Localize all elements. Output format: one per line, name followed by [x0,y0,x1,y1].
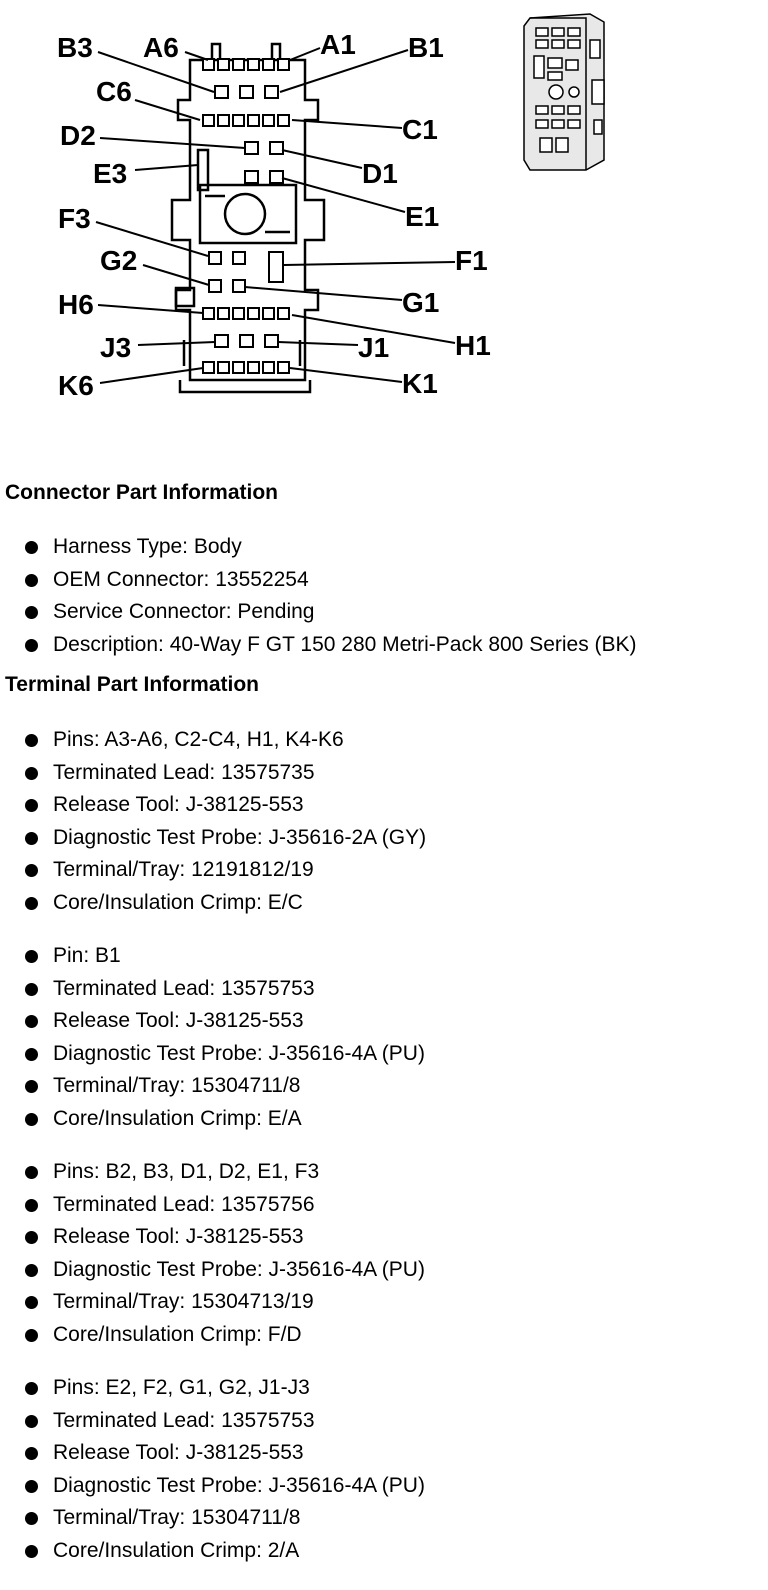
bullet-icon [25,1447,38,1460]
bullet-icon [25,1382,38,1395]
pin-label-d2: D2 [60,120,96,151]
pin-label-j3: J3 [100,332,132,363]
bullet-icon [25,950,38,963]
terminal-group-2 [0,940,425,1135]
pin-label-h1: H1 [455,330,491,361]
bullet-icon [25,1113,38,1126]
pin-label-d1: D1 [362,158,398,189]
list-item: Release Tool: J-38125-553 [0,789,426,822]
bullet-icon [25,983,38,996]
list-item: Diagnostic Test Probe: J-35616-4A (PU) [0,1038,425,1071]
pin-label-h6: H6 [58,289,94,320]
list-item: Diagnostic Test Probe: J-35616-2A (GY) [0,822,426,855]
bullet-icon [25,734,38,747]
terminal-group-3 [0,1156,425,1351]
list-item: OEM Connector: 13552254 [0,564,637,597]
list-item: Description: 40-Way F GT 150 280 Metri-Pack 800 Series (BK) [0,629,637,662]
terminal-group-4 [0,1372,425,1567]
list-item: Terminal/Tray: 15304711/8 [0,1502,425,1535]
bullet-icon [25,541,38,554]
pin-label-j1: J1 [358,332,390,363]
bullet-icon [25,1166,38,1179]
bullet-icon [25,767,38,780]
bullet-icon [25,1015,38,1028]
list-item: Terminated Lead: 13575753 [0,973,425,1006]
list-item: Release Tool: J-38125-553 [0,1221,425,1254]
list-item: Core/Insulation Crimp: E/A [0,1103,425,1136]
bullet-icon [25,1048,38,1061]
cavity-row-e [245,171,283,183]
bullet-icon [25,1480,38,1493]
list-item: Terminal/Tray: 15304713/19 [0,1286,425,1319]
bullet-icon [25,1329,38,1342]
list-item: Diagnostic Test Probe: J-35616-4A (PU) [0,1470,425,1503]
cavity-row-k [203,362,289,373]
pin-label-a1: A1 [320,29,356,60]
pin-label-c6: C6 [96,76,132,107]
cavity-row-j [215,335,278,347]
cavity-row-g [209,280,245,292]
bullet-icon [25,574,38,587]
pin-label-f3: F3 [58,203,91,234]
bullet-icon [25,1264,38,1277]
cavity-row-c [203,115,289,126]
cavity-row-d [245,142,283,154]
pin-label-b1: B1 [408,32,444,63]
list-item: Terminated Lead: 13575756 [0,1189,425,1222]
bullet-icon [25,639,38,652]
list-item: Pins: A3-A6, C2-C4, H1, K4-K6 [0,724,426,757]
bullet-icon [25,864,38,877]
pin-label-e1: E1 [405,201,440,232]
bullet-icon [25,1080,38,1093]
bullet-icon [25,606,38,619]
list-item: Pins: B2, B3, D1, D2, E1, F3 [0,1156,425,1189]
bullet-icon [25,1199,38,1212]
bullet-icon [25,1231,38,1244]
connector-part-info-heading: Connector Part Information [5,481,279,504]
list-item: Terminal/Tray: 15304711/8 [0,1070,425,1103]
pin-label-k6: K6 [58,370,94,401]
list-item: Terminated Lead: 13575735 [0,757,426,790]
terminal-part-info-heading: Terminal Part Information [5,673,259,696]
terminal-group-1 [0,724,426,919]
pin-label-k1: K1 [402,368,438,399]
pin-label-g2: G2 [100,245,138,276]
list-item: Core/Insulation Crimp: 2/A [0,1535,425,1568]
list-item: Terminal/Tray: 12191812/19 [0,854,426,887]
pin-label-b3: B3 [57,32,93,63]
list-item: Release Tool: J-38125-553 [0,1005,425,1038]
list-item: Service Connector: Pending [0,596,637,629]
pin-label-a6: A6 [143,32,179,63]
list-item: Release Tool: J-38125-553 [0,1437,425,1470]
connector-3d-thumbnail [524,14,604,170]
list-item: Harness Type: Body [0,531,637,564]
connector-info-list [0,531,637,661]
bullet-icon [25,1512,38,1525]
bullet-icon [25,832,38,845]
pin-label-c1: C1 [402,114,438,145]
bullet-icon [25,1296,38,1309]
pin-label-g1: G1 [402,287,440,318]
cavity-row-b [215,86,278,98]
list-item: Core/Insulation Crimp: F/D [0,1319,425,1352]
bullet-icon [25,1545,38,1558]
bullet-icon [25,1415,38,1428]
bullet-icon [25,799,38,812]
list-item: Pin: B1 [0,940,425,973]
cavity-row-f [209,252,283,282]
cavity-row-h [203,308,289,319]
list-item: Pins: E2, F2, G1, G2, J1-J3 [0,1372,425,1405]
bullet-icon [25,897,38,910]
connector-face-diagram [0,0,768,440]
list-item: Core/Insulation Crimp: E/C [0,887,426,920]
pin-label-f1: F1 [455,245,488,276]
pin-label-e3: E3 [93,158,128,189]
list-item: Terminated Lead: 13575753 [0,1405,425,1438]
list-item: Diagnostic Test Probe: J-35616-4A (PU) [0,1254,425,1287]
